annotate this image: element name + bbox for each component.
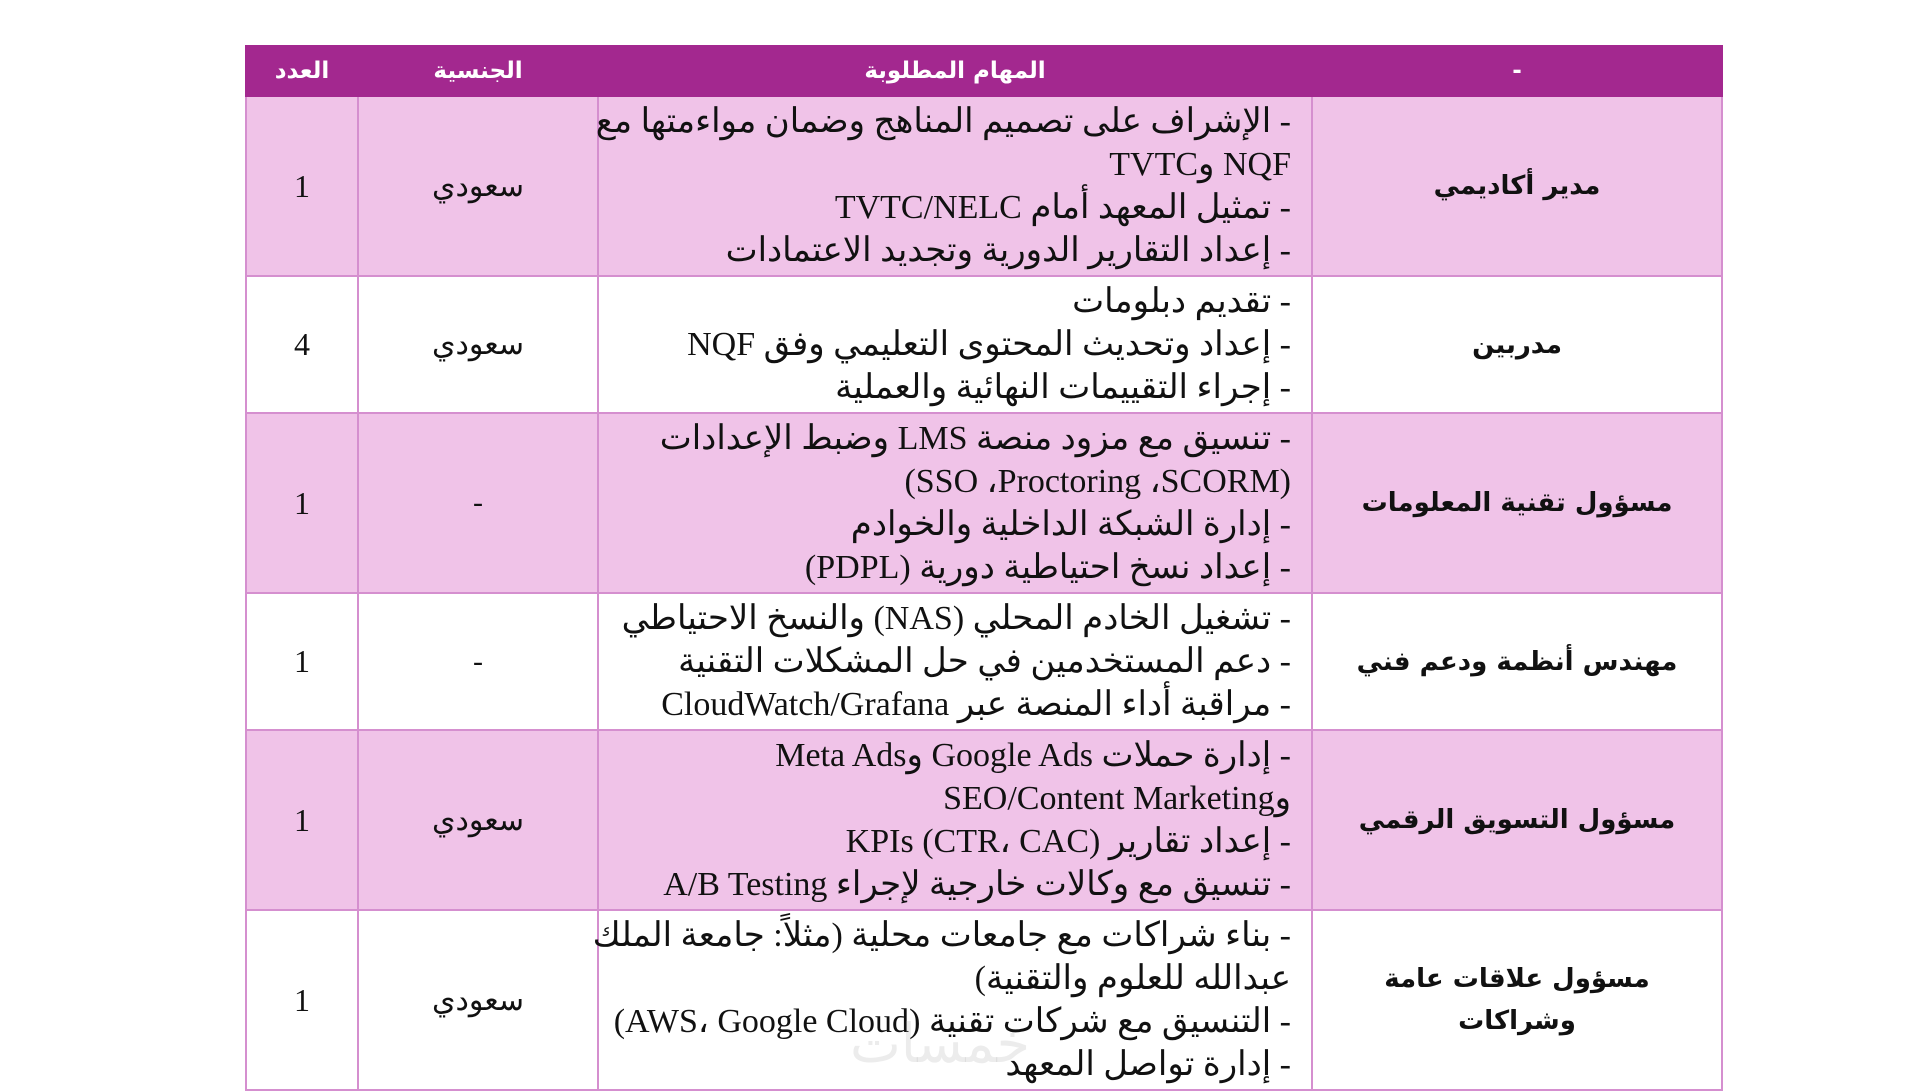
- task-line: وSEO/Content Marketing: [943, 780, 1291, 817]
- task-line: - تمثيل المعهد أمام TVTC/NELC: [834, 189, 1291, 226]
- cell-role: مسؤول التسويق الرقمي: [1312, 730, 1722, 910]
- task-line: - بناء شراكات مع جامعات محلية (مثلاً: جامعة الملك: [592, 917, 1291, 954]
- cell-role: مهندس أنظمة ودعم فني: [1312, 593, 1722, 730]
- cell-count: 4: [246, 276, 358, 413]
- cell-count: 1: [246, 96, 358, 276]
- table-row: [246, 413, 1722, 593]
- task-line: - إجراء التقييمات النهائية والعملية: [835, 369, 1291, 406]
- task-line: - تشغيل الخادم المحلي (NAS) والنسخ الاحتياطي: [621, 600, 1291, 637]
- table-row: [246, 276, 1722, 413]
- cell-count: 1: [246, 910, 358, 1090]
- cell-count: 1: [246, 593, 358, 730]
- cell-role: مدربين: [1312, 276, 1722, 413]
- cell-role: مسؤول تقنية المعلومات: [1312, 413, 1722, 593]
- header-count: العدد: [246, 46, 358, 96]
- task-line: - إعداد تقارير KPIs (CTR، CAC): [845, 823, 1291, 860]
- task-line: - مراقبة أداء المنصة عبر CloudWatch/Grafana: [661, 686, 1291, 723]
- cell-tasks: [598, 413, 1312, 593]
- task-line: - دعم المستخدمين في حل المشكلات التقنية: [678, 643, 1291, 680]
- cell-nationality: سعودي: [358, 96, 598, 276]
- task-line: - تنسيق مع مزود منصة LMS وضبط الإعدادات: [659, 420, 1291, 457]
- cell-nationality: سعودي: [358, 730, 598, 910]
- cell-tasks: [598, 730, 1312, 910]
- task-line: - إدارة تواصل المعهد: [1005, 1046, 1291, 1083]
- task-line: عبدالله للعلوم والتقنية): [974, 960, 1291, 997]
- cell-tasks: [595, 96, 1312, 276]
- table-row: [246, 730, 1722, 910]
- table-header-row: [246, 46, 1722, 96]
- task-line: NQF وTVTC: [1109, 146, 1291, 183]
- task-line: - تنسيق مع وكالات خارجية لإجراء A/B Testing: [663, 866, 1291, 903]
- task-line: - إعداد وتحديث المحتوى التعليمي وفق NQF: [687, 326, 1291, 363]
- cell-role: مدير أكاديمي: [1312, 96, 1722, 276]
- table-row: [246, 593, 1722, 730]
- cell-nationality: -: [358, 413, 598, 593]
- cell-count: 1: [246, 413, 358, 593]
- task-line: (SSO ،Proctoring ،SCORM): [904, 463, 1291, 500]
- task-line: - إعداد التقارير الدورية وتجديد الاعتمادات: [725, 232, 1291, 269]
- cell-count: 1: [246, 730, 358, 910]
- task-line: - إدارة حملات Google Ads وMeta Ads: [775, 737, 1291, 774]
- task-line: - إعداد نسخ احتياطية دورية (PDPL): [804, 549, 1291, 586]
- table-body: [246, 96, 1722, 1090]
- cell-nationality: سعودي: [358, 276, 598, 413]
- header-tasks: المهام المطلوبة: [598, 46, 1312, 96]
- task-line: - تقديم دبلومات: [1072, 283, 1291, 320]
- task-line: - الإشراف على تصميم المناهج وضمان مواءمتها مع: [595, 103, 1291, 140]
- watermark-logo: خمسات: [850, 1012, 1031, 1075]
- task-line: - التنسيق مع شركات تقنية (AWS، Google Cloud): [613, 1003, 1291, 1040]
- cell-tasks: [598, 593, 1312, 730]
- header-role: -: [1312, 46, 1722, 96]
- cell-nationality: سعودي: [358, 910, 598, 1090]
- table-row: [246, 96, 1722, 276]
- cell-role: مسؤول علاقات عامة وشراكات: [1312, 910, 1722, 1090]
- header-nationality: الجنسية: [358, 46, 598, 96]
- roles-table-container: [245, 45, 1721, 1091]
- cell-nationality: -: [358, 593, 598, 730]
- roles-table: [245, 45, 1723, 1091]
- cell-tasks: [598, 276, 1312, 413]
- task-line: - إدارة الشبكة الداخلية والخوادم: [850, 506, 1291, 543]
